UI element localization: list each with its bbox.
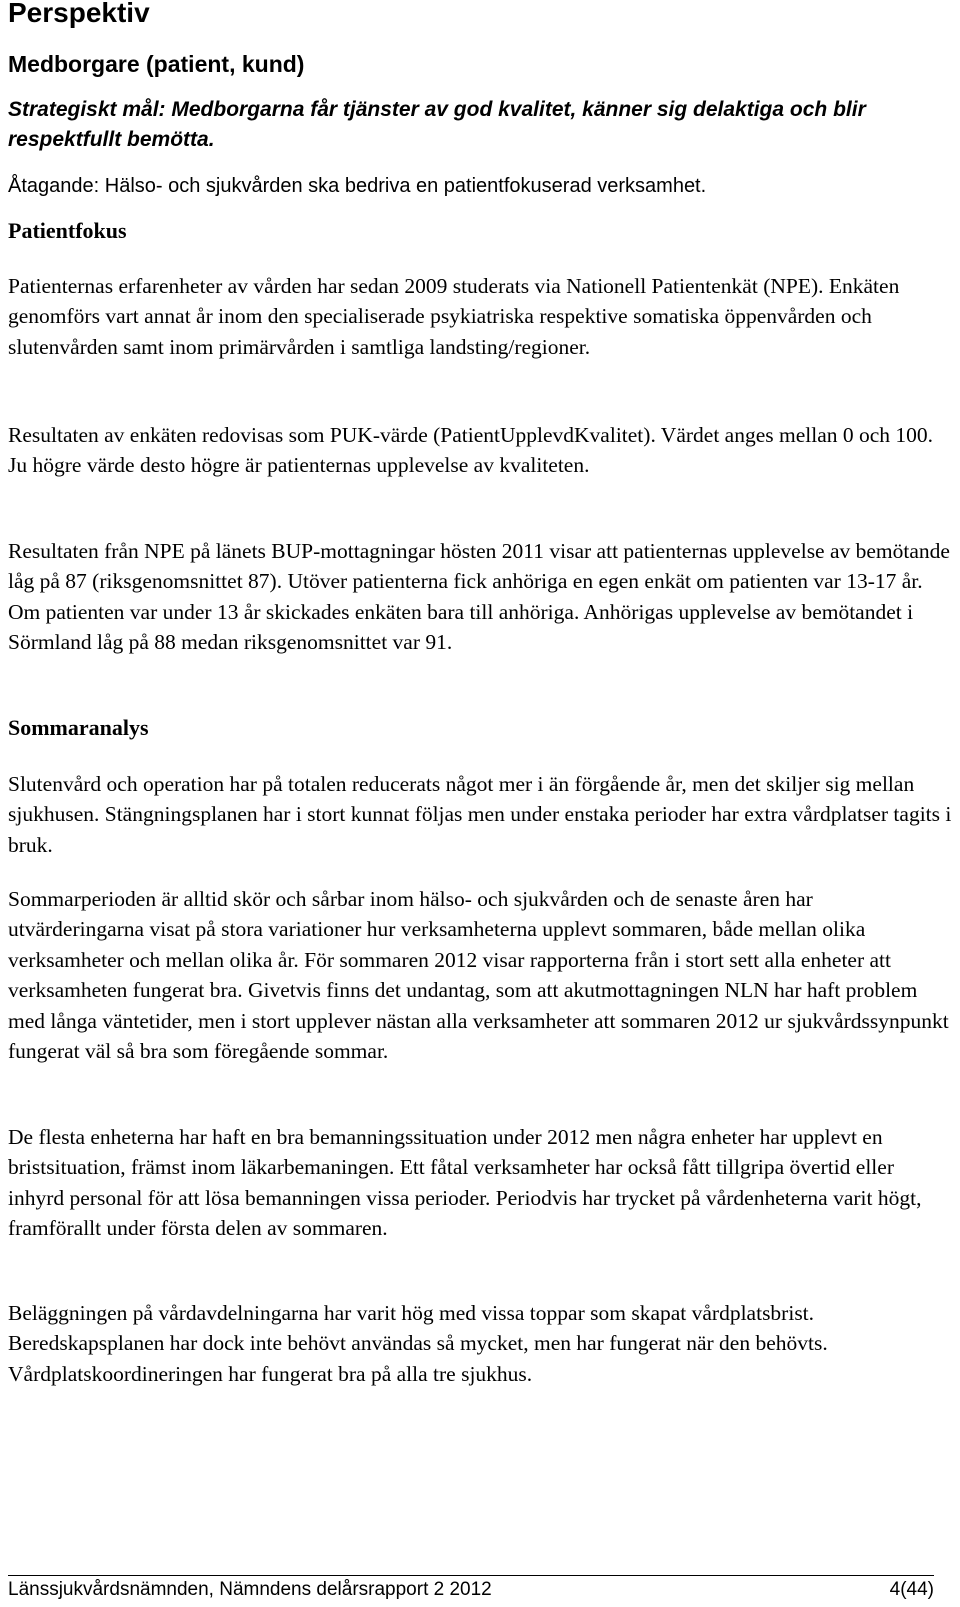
- section-title: Medborgare (patient, kund): [8, 51, 305, 77]
- paragraph-sommaranalys-4: Beläggningen på vårdavdelningarna har varit hög med vissa toppar som skapat vårdplatsbrist. Beredskapsplanen har dock inte behövt användas så mycket, men har fungerat när den behövts. Vårdplatskoordineringen har fungerat bra på alla tre sjukhus.: [8, 1301, 828, 1386]
- paragraph-sommaranalys-2: Sommarperioden är alltid skör och sårbar inom hälso- och sjukvården och de senaste åren har utvärderingarna visat på stora variationer hur verksamheterna upplevt sommaren, både mellan olika verksamheter och mellan olika år. För sommaren 2012 visar rapporterna från i stort sett alla enheter att verksamheten fungerat bra. Givetvis finns det undantag, som att akutmottagningen NLN har haft problem med långa väntetider, men i stort upplever nästan alla verksamheter att sommaren 2012 ur sjukvårdssynpunkt fungerat väl så bra som föregående sommar.: [8, 887, 949, 1064]
- page-title: Perspektiv: [8, 0, 150, 28]
- paragraph-patientfokus-1: Patienternas erfarenheter av vården har sedan 2009 studerats via Nationell Patientenkät (NPE). Enkäten genomförs vart annat år inom den specialiserade psykiatriska respektive somatiska öppenvården och slutenvården samt inom primärvården i samtliga landsting/regioner.: [8, 274, 900, 359]
- paragraph-sommaranalys-3: De flesta enheterna har haft en bra bemanningssituation under 2012 men några enheter har upplevt en bristsituation, främst inom läkarbemaningen. Ett fåtal verksamheter har också fått tillgripa övertid eller inhyrd personal för att lösa bemanningen vissa perioder. Periodvis har trycket på vårdenheterna varit högt, framförallt under första delen av sommaren.: [8, 1125, 922, 1241]
- paragraph-patientfokus-2: Resultaten av enkäten redovisas som PUK-värde (PatientUpplevdKvalitet). Värdet anges mellan 0 och 100. Ju högre värde desto högre är patienternas upplevelse av kvaliteten.: [8, 423, 934, 478]
- paragraph-sommaranalys-1: Slutenvård och operation har på totalen reducerats något mer i än förgående år, men det skiljer sig mellan sjukhusen. Stängningsplanen har i stort kunnat följas men under enstaka perioder har extra vårdplatser tagits i bruk.: [8, 772, 952, 857]
- footer-report-title: Länssjukvårdsnämnden, Nämndens delårsrapport 2 2012: [8, 1579, 492, 1600]
- page-footer: [8, 1576, 934, 1604]
- heading-sommaranalys: Sommaranalys: [8, 715, 149, 740]
- commitment-statement: Åtagande: Hälso- och sjukvården ska bedriva en patientfokuserad verksamhet.: [8, 175, 707, 197]
- heading-patientfokus: Patientfokus: [8, 218, 127, 243]
- paragraph-patientfokus-3: Resultaten från NPE på länets BUP-mottagningar hösten 2011 visar att patienternas upplevelse av bemötande låg på 87 (riksgenomsnittet 87). Utöver patienterna fick anhöriga en egen enkät om patienten var 13-17 år. Om patienten var under 13 år skickades enkäten bara till anhöriga. Anhörigas upplevelse av bemötandet i Sörmland låg på 88 medan riksgenomsnittet var 91.: [8, 539, 950, 655]
- strategic-goal: Strategiskt mål: Medborgarna får tjänster av god kvalitet, känner sig delaktiga och blir respektfullt bemötta.: [8, 98, 866, 151]
- footer-page-number: 4(44): [889, 1579, 934, 1600]
